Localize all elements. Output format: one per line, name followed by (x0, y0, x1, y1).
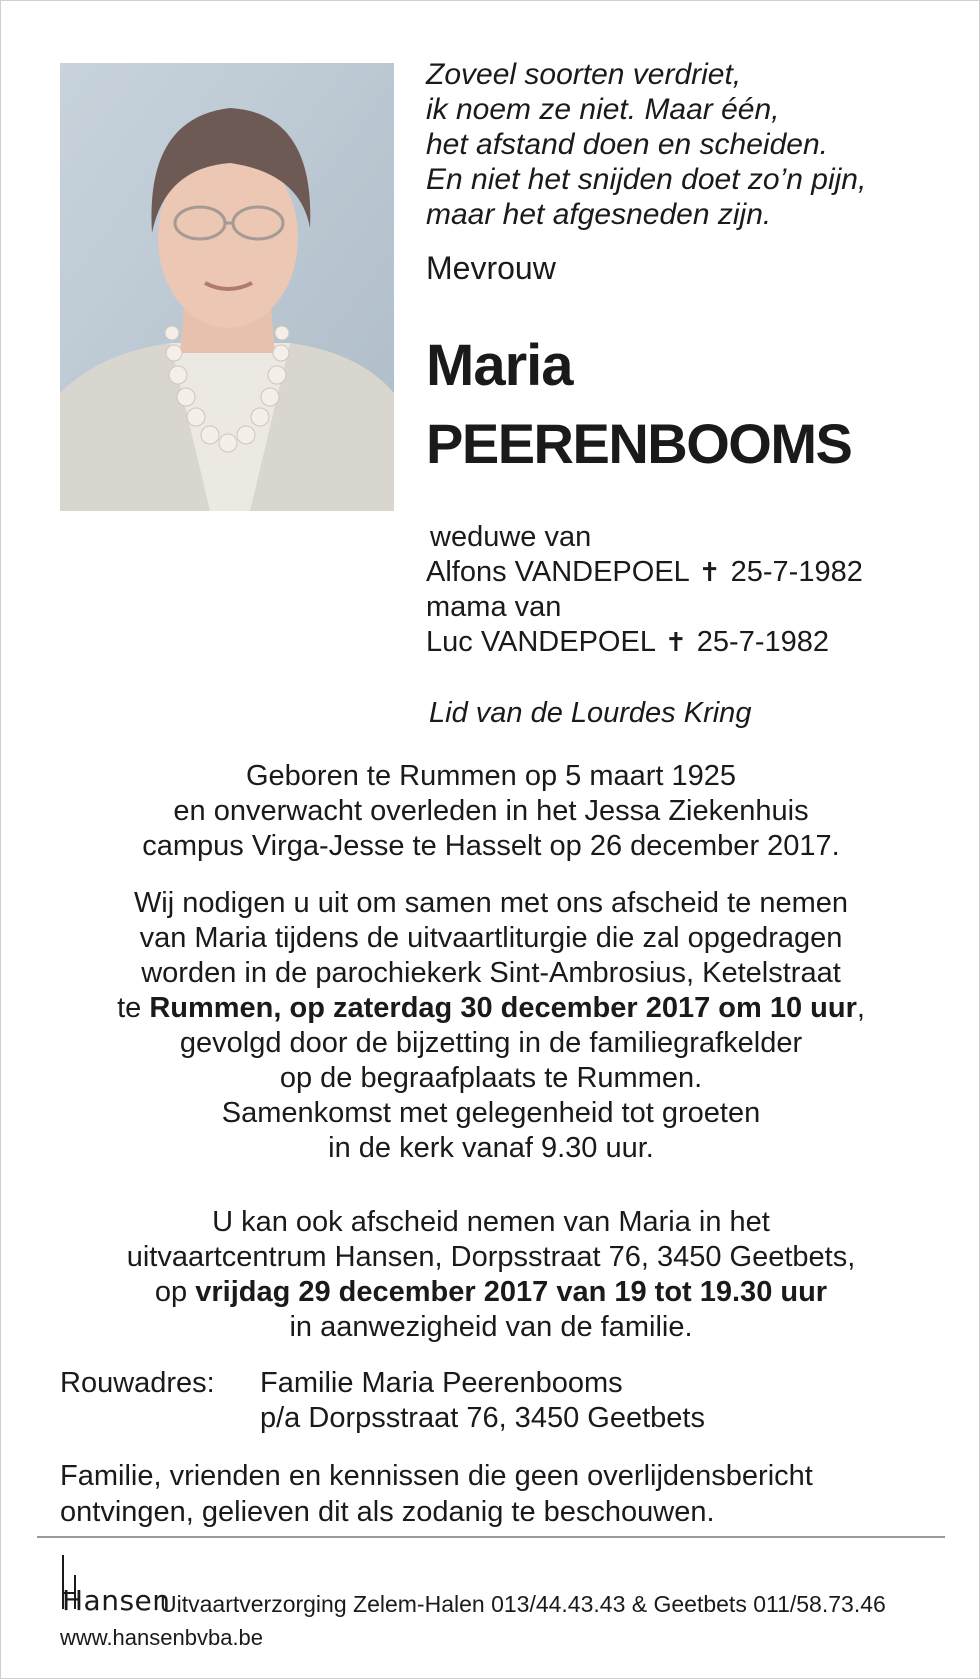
membership: Lid van de Lourdes Kring (429, 697, 752, 729)
poem-line: Zoveel soorten verdriet, (426, 58, 742, 91)
honorific-title: Mevrouw (426, 250, 556, 286)
birth-death-line: campus Virga-Jesse te Hasselt op 26 december 2017. (142, 830, 840, 862)
birth-death-line: Geboren te Rummen op 5 maart 1925 (245, 760, 737, 792)
deceased-last-name: PEERENBOOMS (426, 412, 852, 475)
address-line: Familie Maria Peerenbooms (260, 1367, 623, 1399)
invitation-line: gevolgd door de bijzetting in de familiegrafkelder (179, 1027, 803, 1059)
invitation-prefix: te (117, 992, 150, 1024)
address-label: Rouwadres: (60, 1367, 215, 1399)
invitation-line: in de kerk vanaf 9.30 uur. (328, 1132, 654, 1164)
visitation-line: uitvaartcentrum Hansen, Dorpsstraat 76, 3450 Geetbets, (126, 1241, 856, 1273)
family-relations (426, 520, 946, 660)
closing-notice (60, 1458, 813, 1530)
poem-line: ik noem ze niet. Maar één, (426, 93, 780, 126)
visitation-prefix: op (154, 1276, 196, 1308)
funeral-date-time: Rummen, op zaterdag 30 december 2017 om 10 uur (149, 992, 857, 1024)
mother-label: mama van (426, 591, 562, 623)
funeral-home-contact: Uitvaartverzorging Zelem-Halen 013/44.43.43 & Geetbets 011/58.73.46 (160, 1591, 886, 1617)
cross-icon: ✝ (664, 627, 687, 657)
address-line: p/a Dorpsstraat 76, 3450 Geetbets (260, 1402, 705, 1434)
spouse-death-date: 25-7-1982 (730, 556, 863, 588)
poem-line: En niet het snijden doet zo’n pijn, (426, 163, 867, 196)
birth-death-line: en onverwacht overleden in het Jessa Ziekenhuis (173, 795, 809, 827)
visitation-date-time: vrijdag 29 december 2017 van 19 tot 19.30 uur (195, 1276, 828, 1308)
child-death-date: 25-7-1982 (696, 626, 830, 658)
visitation-line: in aanwezigheid van de familie. (289, 1311, 693, 1343)
invitation-line: op de begraafplaats te Rummen. (279, 1062, 703, 1094)
footer-divider (37, 1536, 945, 1538)
website-link[interactable]: www.hansenbvba.be (60, 1625, 264, 1650)
footer (60, 1553, 960, 1653)
notice-line: Familie, vrienden en kennissen die geen overlijdensbericht (60, 1460, 813, 1492)
address-lines (260, 1366, 705, 1436)
poem-line: het afstand doen en scheiden. (426, 128, 828, 161)
visitation-line: U kan ook afscheid nemen van Maria in het (212, 1206, 770, 1238)
portrait-image (60, 63, 394, 511)
notice-line: ontvingen, gelieven dit als zodanig te beschouwen. (60, 1496, 715, 1528)
child-line (426, 625, 946, 660)
invitation-line: Samenkomst met gelegenheid tot groeten (221, 1097, 761, 1129)
invitation-line: van Maria tijdens de uitvaartliturgie die zal opgedragen (139, 922, 843, 954)
child-name: Luc VANDEPOEL (426, 626, 655, 658)
cross-icon: ✝ (698, 557, 721, 587)
invitation-line: Wij nodigen u uit om samen met ons afscheid te nemen (133, 887, 849, 919)
widow-label: weduwe van (430, 521, 592, 553)
spouse-name: Alfons VANDEPOEL (426, 556, 689, 588)
poem (426, 57, 946, 232)
hansen-logo-text: Hansen (62, 1584, 171, 1617)
deceased-first-name: Maria (426, 333, 573, 398)
birth-death-info (1, 759, 980, 864)
funeral-invitation (1, 886, 980, 1166)
spouse-line (426, 555, 946, 590)
visitation-info (1, 1205, 980, 1345)
poem-line: maar het afgesneden zijn. (426, 198, 772, 231)
invitation-line: worden in de parochiekerk Sint-Ambrosius, Ketelstraat (141, 957, 841, 989)
invitation-suffix: , (856, 992, 865, 1024)
invitation-line (1, 991, 980, 1026)
portrait-photo (60, 63, 394, 511)
visitation-line (1, 1275, 980, 1310)
